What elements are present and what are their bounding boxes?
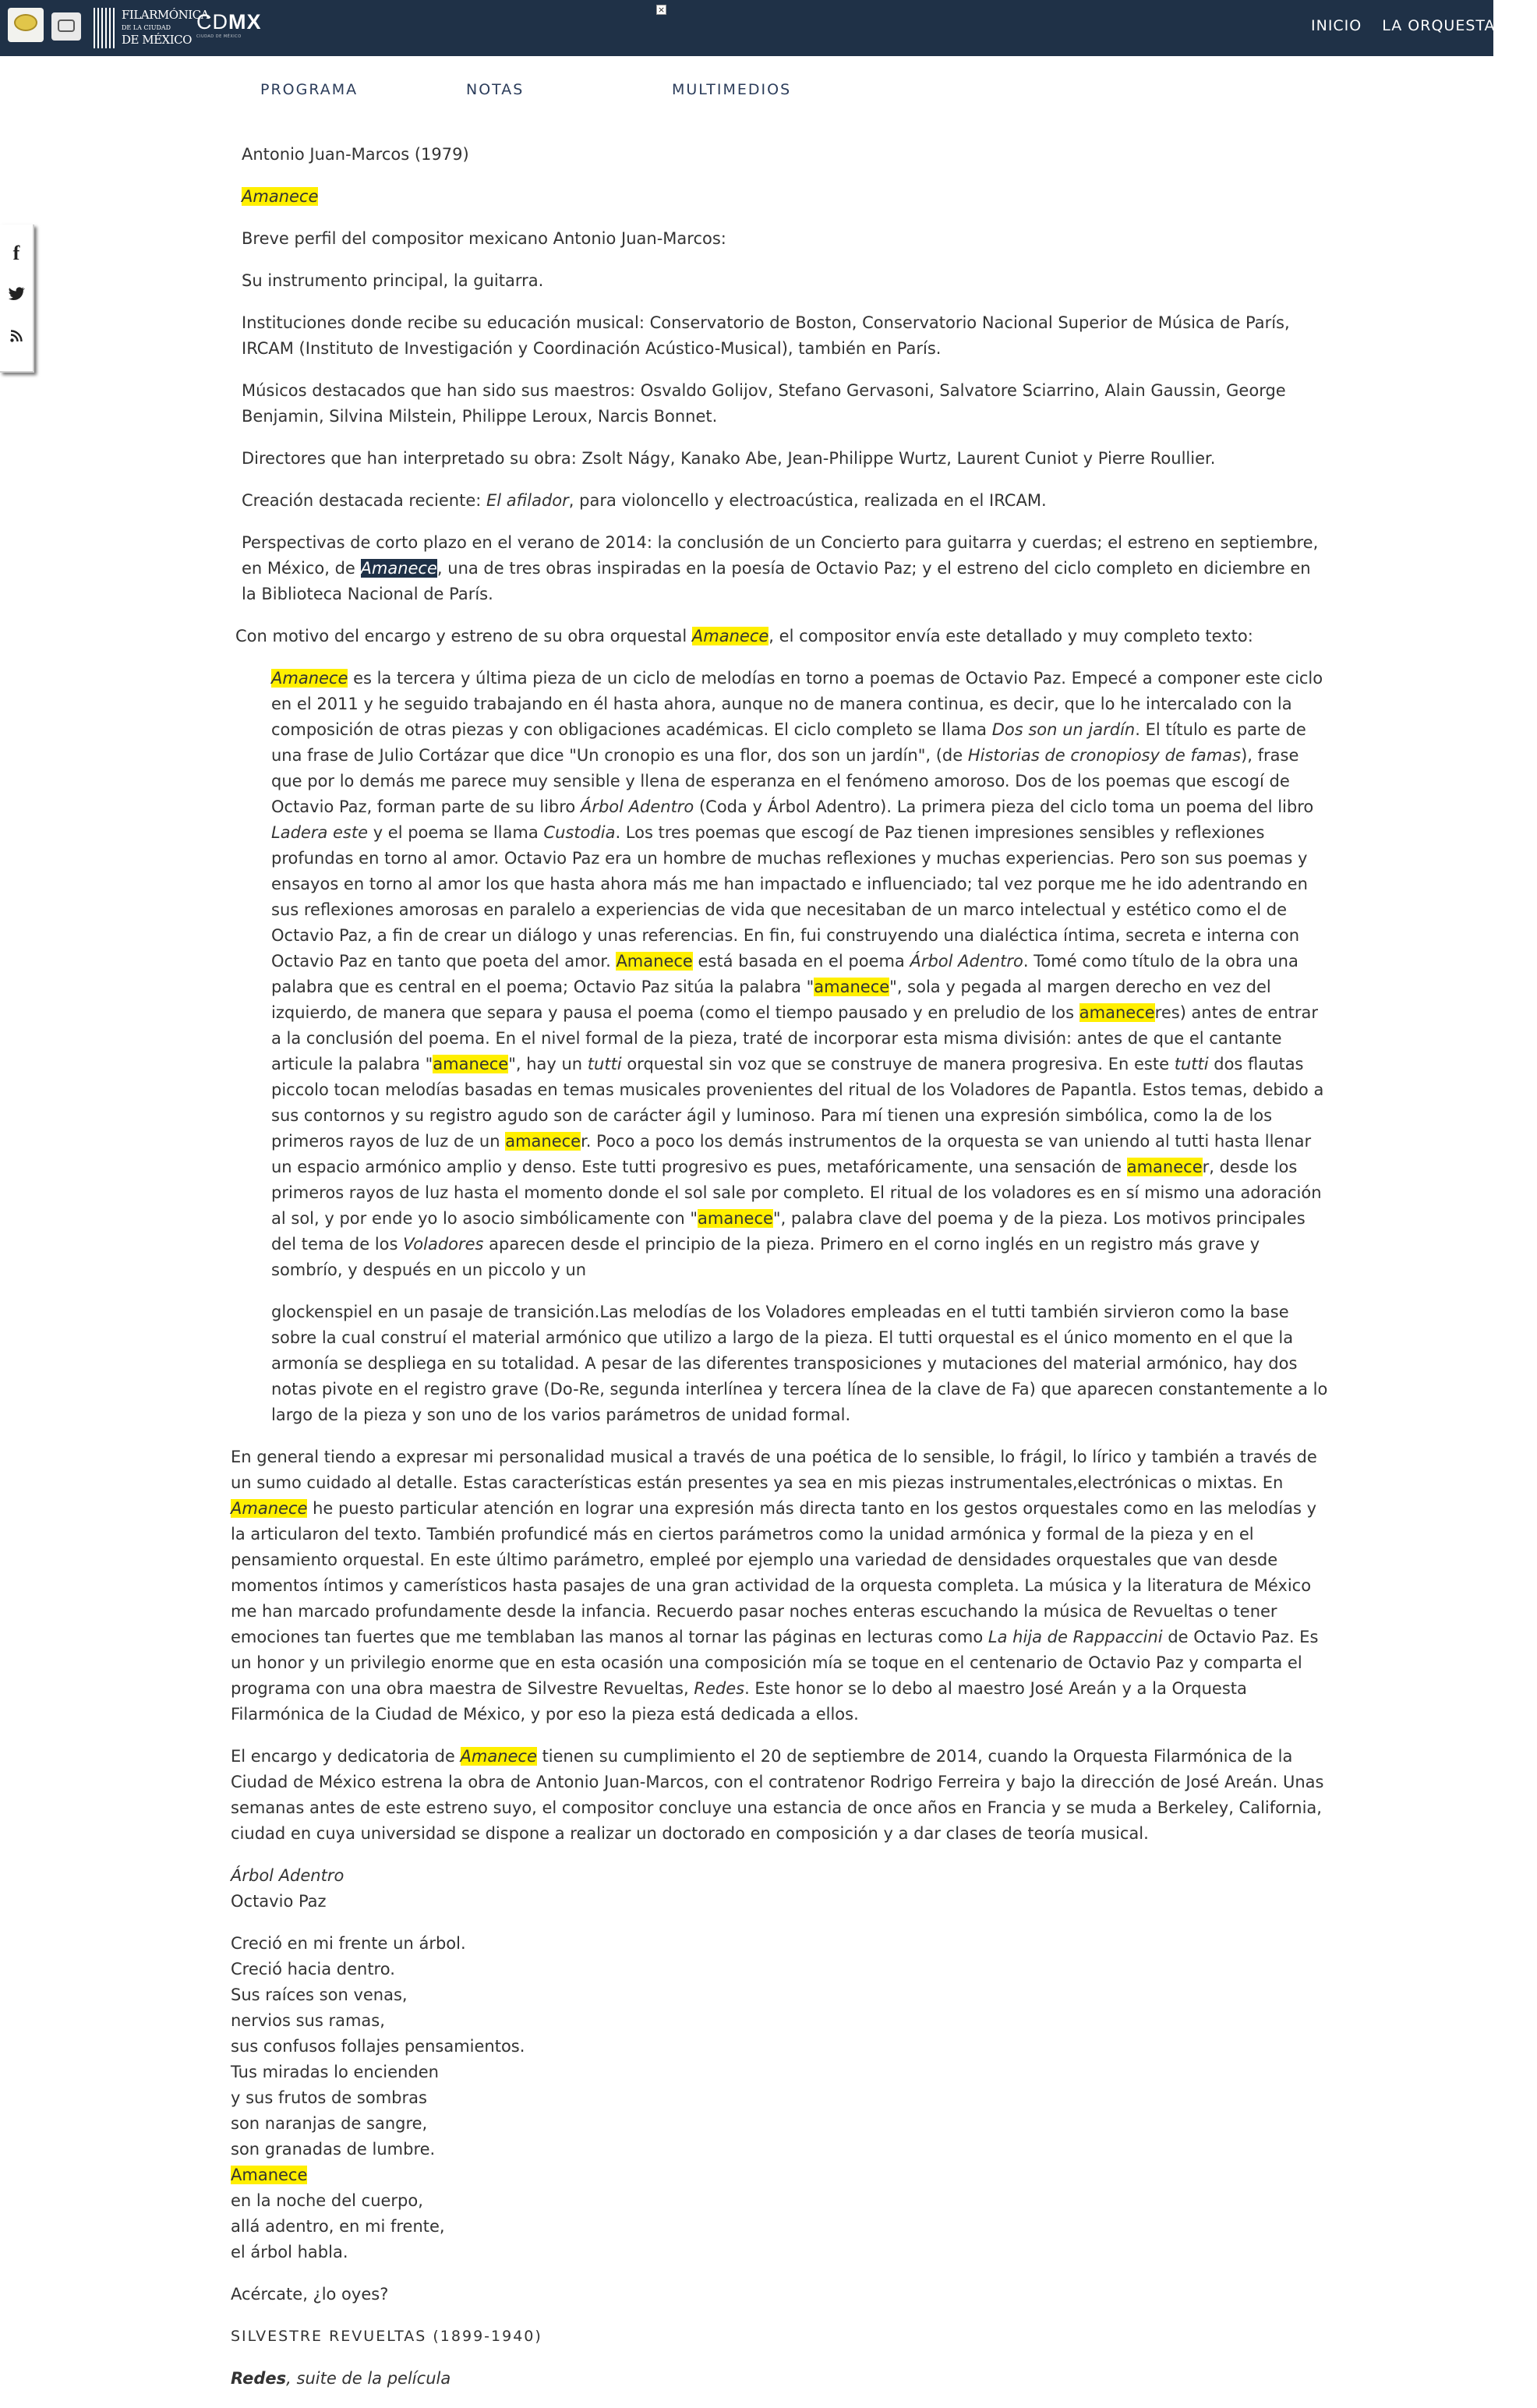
poem-header [231, 1863, 1330, 1915]
work-title: Amanece [242, 187, 319, 206]
commission-intro: Con motivo del encargo y estreno de su obra orquestal Amanece, el compositor envía este detallado y muy completo texto: [235, 627, 1253, 645]
social-share-bar [0, 225, 34, 373]
profile-conductors: Directores que han interpretado su obra: Zsolt Nágy, Kanako Abe, Jean-Philippe Wurtz, Laurent Cuniot y Pierre Roullier. [242, 449, 1216, 468]
twitter-icon[interactable] [8, 285, 25, 302]
poem [231, 1863, 1330, 2307]
close-icon[interactable]: × [657, 5, 666, 15]
poem-author: Octavio Paz [231, 1892, 327, 1911]
poem-line: Tus miradas lo encienden [231, 2063, 439, 2081]
profile-instrument: Su instrumento principal, la guitarra. [242, 271, 544, 290]
profile-creation: Creación destacada reciente: El afilador, para violoncello y electroacústica, realizada en el IRCAM. [242, 491, 1047, 510]
culture-secretariat-logo[interactable] [51, 12, 81, 41]
profile-teachers: Músicos destacados que han sido sus maestros: Osvaldo Golijov, Stefano Gervasoni, Salvatore Sciarrino, Alain Gaussin, George Benjamin, Silvina Milstein, Philippe Leroux, Narcis Bonnet. [242, 381, 1286, 426]
poem-line: en la noche del cuerpo, [231, 2191, 423, 2210]
program-notes [231, 142, 1330, 2408]
ofcm-logo[interactable]: FILARMÓNICA DE LA CIUDAD DE MÉXICO [94, 6, 168, 50]
profile-institutions: Instituciones donde recibe su educación musical: Conservatorio de Boston, Conservatorio Nacional Superior de Música de París, IRCAM (Instituto de Investigación y Coordinación Acústico-Musical), también en París. [242, 313, 1290, 358]
poem-line: Creció en mi frente un árbol. [231, 1934, 466, 1953]
tab-multimedios[interactable]: MULTIMEDIOS [672, 81, 792, 98]
facebook-icon[interactable]: f [12, 242, 20, 264]
poem-line: nervios sus ramas, [231, 2011, 385, 2030]
profile-intro: Breve perfil del compositor mexicano Antonio Juan-Marcos: [242, 229, 726, 248]
selected-text: Amanece [360, 559, 437, 578]
top-nav [1311, 17, 1496, 34]
next-work-title: Redes, suite de la película [231, 2369, 451, 2388]
cdmx-logo[interactable]: CDMX CIUDAD DE MÉXICO [196, 10, 262, 39]
poem-line: son naranjas de sangre, [231, 2114, 428, 2133]
composer-intro [231, 142, 1330, 607]
rss-icon[interactable] [8, 327, 25, 345]
nav-la-orquesta-link[interactable]: LA ORQUESTA [1382, 17, 1496, 34]
next-work-heading: SILVESTRE REVUELTAS (1899-1940) [231, 2328, 542, 2345]
quote-paragraph: Amanece es la tercera y última pieza de un ciclo de melodías en torno a poemas de Octavio Paz. Empecé a componer este ciclo en el 2011 y he seguido trabajando en él hasta ahora, aunque no de manera continua, es decir, que lo he intercalado con la composición de otras piezas y con obligaciones académicas. El ciclo completo se llama Dos son un jardín. El título es parte de una frase de Julio Cortázar que dice "Un cronopio es una flor, dos son un jardín", (de Historias de cronopiosy de famas), frase que por lo demás me parece muy sensible y llena de esperanza en el fenómeno amoroso. Dos de los poemas que escogí de Octavio Paz, forman parte de su libro Árbol Adentro (Coda y Árbol Adentro). La primera pieza del ciclo toma un poema del libro Ladera este y el poema se llama Custodia. Los tres poemas que escogí de Paz tienen impresiones sensibles y reflexiones profundas en torno al amor. Octavio Paz era un hombre de muchas reflexiones y muchas experiencias. Pero son sus poemas y ensayos en torno al amor los que hasta ahora más me han impactado e influenciado; tal vez porque me he ido adentrando en sus reflexiones amorosas en paralelo a experiencias de vida que necesitaban de un marco intelectual y estético como el de Octavio Paz, a fin de crear un diálogo y unas referencias. En fin, fui construyendo una dialéctica íntima, secreta e interna con Octavio Paz en tanto que poeta del amor. Amanece está basada en el poema Árbol Adentro. Tomé como título de la obra una palabra que es central en el poema; Octavio Paz sitúa la palabra "amanece", sola y pegada al margen derecho en vez del izquierdo, de manera que separa y pausa el poema (como el tiempo pausado y en preludio de los amaneceres) antes de entrar a la conclusión del poema. En el nivel formal de la pieza, traté de incorporar esta misma división: antes de que el cantante articule la palabra "amanece", hay un tutti orquestal sin voz que se construye de manera progresiva. En este tutti dos flautas piccolo tocan melodías basadas en temas musicales provenientes del ritual de los Voladores de Papantla. Estos temas, debido a sus contornos y su registro agudo son de carácter ágil y luminoso. Para mí tienen una expresión simbólica, como la de los primeros rayos de luz de un amanecer. Poco a poco los demás instrumentos de la orquesta se van uniendo al tutti hasta llenar un espacio armónico amplio y denso. Este tutti progresivo es pues, metafóricamente, una sensación de amanecer, desde los primeros rayos de luz hasta el momento donde el sol sale por completo. El ritual de los voladores es en sí mismo una adoración al sol, y por ende yo lo asocio simbólicamente con "amanece", palabra clave del poema y de la pieza. Los motivos principales del tema de los Voladores aparecen desde el principio de la pieza. Primero en el corno inglés en un registro más grave y sombrío, y después en un piccolo y un [271, 669, 1324, 1279]
poem-line: Sus raíces son venas, [231, 1985, 408, 2004]
composer-heading: Antonio Juan-Marcos (1979) [242, 145, 469, 164]
profile-perspectives: Perspectivas de corto plazo en el verano de 2014: la conclusión de un Concierto para guitarra y cuerdas; el estreno en septiembre, en México, de Amanece, una de tres obras inspiradas en la poesía de Octavio Paz; y el estreno del ciclo completo en diciembre en la Biblioteca Nacional de París. [242, 533, 1319, 603]
government-seal-logo[interactable] [8, 8, 44, 42]
top-bar [0, 0, 1496, 56]
poem-line: allá adentro, en mi frente, [231, 2217, 445, 2236]
poem-line: Amanece [231, 2166, 308, 2184]
quote-paragraph: glockenspiel en un pasaje de transición.Las melodías de los Voladores empleadas en el tutti también sirvieron como la base sobre la cual construí el material armónico que utilizo a largo de la pieza. El tutti orquestal es el único momento en el que la armonía se despliega en su totalidad. A pesar de las diferentes transposiciones y mutaciones del material armónico, hay dos notas pivote en el registro grave (Do-Re, segunda interlínea y tercera línea de la clave de Fa) que aparecen constantemente a lo largo de la pieza y son uno de los varios parámetros de unidad formal. [271, 1303, 1328, 1424]
poem-closing: Acércate, ¿lo oyes? [231, 2285, 389, 2304]
premiere-paragraph: El encargo y dedicatoria de Amanece tienen su cumplimiento el 20 de septiembre de 2014, cuando la Orquesta Filarmónica de la Ciudad de México estrena la obra de Antonio Juan-Marcos, con el contratenor Rodrigo Ferreira y bajo la dirección de José Areán. Unas semanas antes de este estreno suyo, el compositor concluye una estancia de once años en Francia y se muda a Berkeley, California, ciudad en cuya universidad se dispone a realizar un doctorado en composición y a dar clases de teoría musical. [231, 1747, 1324, 1843]
nav-inicio-link[interactable]: INICIO [1311, 17, 1362, 34]
poem-title: Árbol Adentro [231, 1866, 344, 1885]
section-tabs [260, 81, 1352, 104]
poem-line: son granadas de lumbre. [231, 2140, 436, 2159]
poem-line: y sus frutos de sombras [231, 2088, 427, 2107]
composer-quote [231, 666, 1330, 1428]
tab-programa[interactable]: PROGRAMA [260, 81, 359, 98]
poem-line: Creció hacia dentro. [231, 1960, 395, 1978]
tab-notas[interactable]: NOTAS [466, 81, 525, 98]
poem-body [231, 1931, 1330, 2265]
general-paragraph: En general tiendo a expresar mi personalidad musical a través de una poética de lo sensible, lo frágil, lo lírico y también a través de un sumo cuidado al detalle. Estas características están presentes ya sea en mis piezas instrumentales,electrónicas o mixtas. En Amanece he puesto particular atención en lograr una expresión más directa tanto en los gestos orquestales como en las melodías y la articularon del texto. También profundicé más en ciertos parámetros como la unidad armónica y formal de la pieza y en el pensamiento orquestal. En este último parámetro, empleé por ejemplo una variedad de densidades orquestales que van desde momentos íntimos y camerísticos hasta pasajes de una gran actividad de la orquesta completa. La música y la literatura de México me han marcado profundamente desde la infancia. Recuerdo pasar noches enteras escuchando la música de Revueltas o tener emociones tan fuertes que me temblaban las manos al tornar las páginas en lecturas como La hija de Rappaccini de Octavio Paz. Es un honor y un privilegio enorme que en esta ocasión una composición mía se toque en el centenario de Octavio Paz y comparta el programa con una obra maestra de Silvestre Revueltas, Redes. Este honor se lo debo al maestro José Areán y a la Orquesta Filarmónica de la Ciudad de México, y por eso la pieza está dedicada a ellos. [231, 1448, 1319, 1724]
poem-line: sus confusos follajes pensamientos. [231, 2037, 525, 2056]
poem-line: el árbol habla. [231, 2243, 348, 2261]
